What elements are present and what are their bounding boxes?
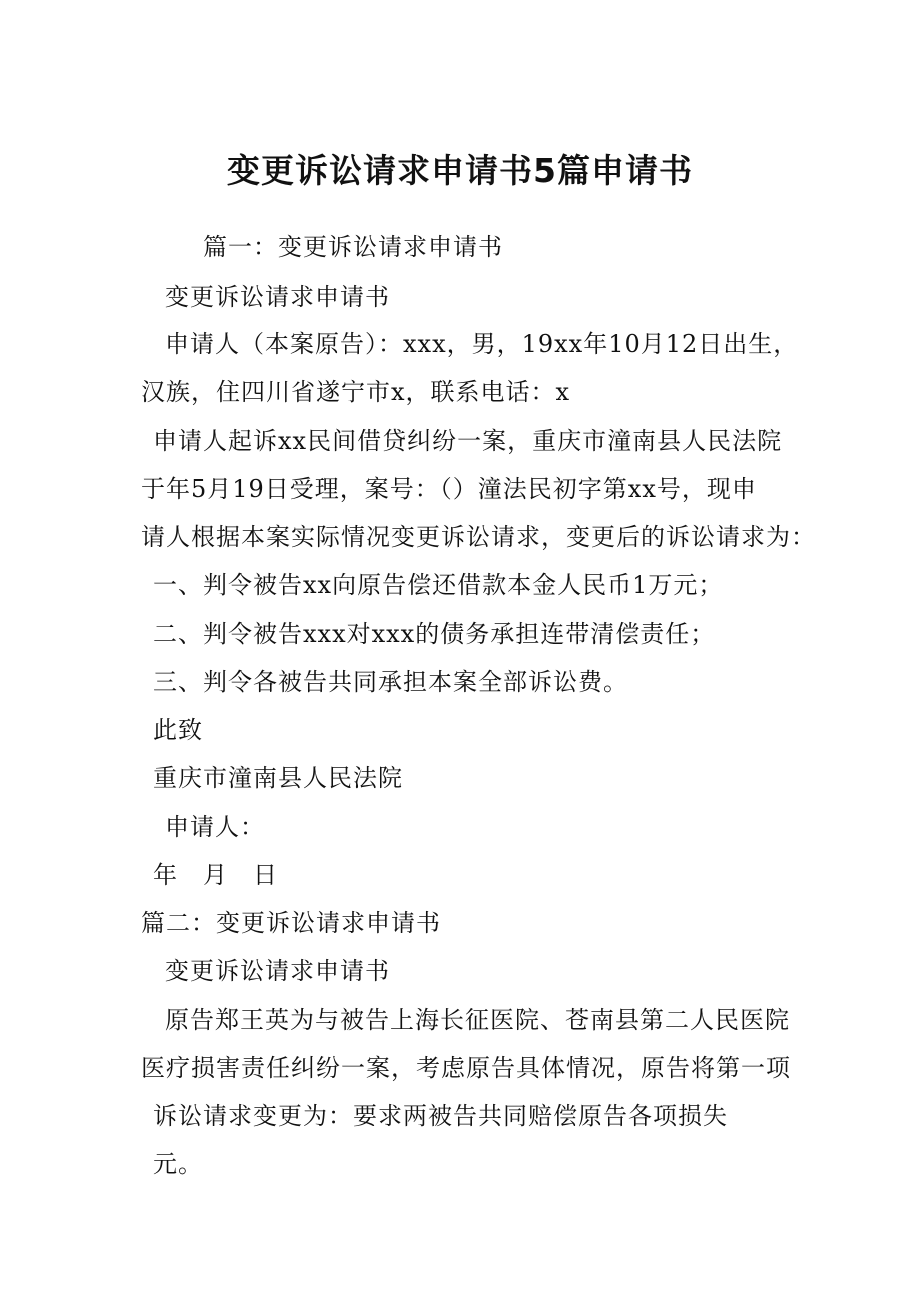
- court-name: 重庆市潼南县人民法院: [153, 764, 403, 792]
- body-paragraph-line-1: 申请人起诉xx民间借贷纠纷一案，重庆市潼南县人民法院: [153, 427, 783, 455]
- section-two-subtitle: 变更诉讼请求申请书: [165, 957, 390, 985]
- date-line: 年 月 日: [153, 861, 278, 889]
- signature-label: 申请人：: [165, 813, 265, 841]
- claim-item-3: 三、判令各被告共同承担本案全部诉讼费。: [153, 668, 628, 696]
- section-two-line-3: 诉讼请求变更为：要求两被告共同赔偿原告各项损失: [153, 1102, 728, 1130]
- claim-item-1: 一、判令被告xx向原告偿还借款本金人民币1万元；: [153, 571, 724, 599]
- section-two-line-4: 元。: [153, 1150, 203, 1178]
- section-two-line-2: 医疗损害责任纠纷一案，考虑原告具体情况，原告将第一项: [141, 1054, 791, 1082]
- document-title: 变更诉讼请求申请书5篇申请书: [227, 151, 693, 190]
- section-one-subtitle: 变更诉讼请求申请书: [165, 283, 390, 311]
- body-paragraph-line-2: 于年5月19日受理，案号：（）潼法民初字第xx号，现申: [141, 475, 757, 503]
- section-one-heading: 篇一：变更诉讼请求申请书: [203, 233, 503, 261]
- body-paragraph-line-3: 请人根据本案实际情况变更诉讼请求，变更后的诉讼请求为：: [141, 523, 816, 551]
- claim-item-2: 二、判令被告xxx对xxx的债务承担连带清偿责任；: [153, 620, 716, 648]
- applicant-info-line-2: 汉族，住四川省遂宁市x，联系电话：x: [141, 378, 571, 406]
- applicant-info-line-1: 申请人（本案原告）：xxx，男，19xx年10月12日出生，: [165, 330, 799, 358]
- closing-salutation: 此致: [153, 716, 203, 744]
- section-two-line-1: 原告郑王英为与被告上海长征医院、苍南县第二人民医院: [165, 1006, 790, 1034]
- section-two-heading: 篇二：变更诉讼请求申请书: [141, 909, 441, 937]
